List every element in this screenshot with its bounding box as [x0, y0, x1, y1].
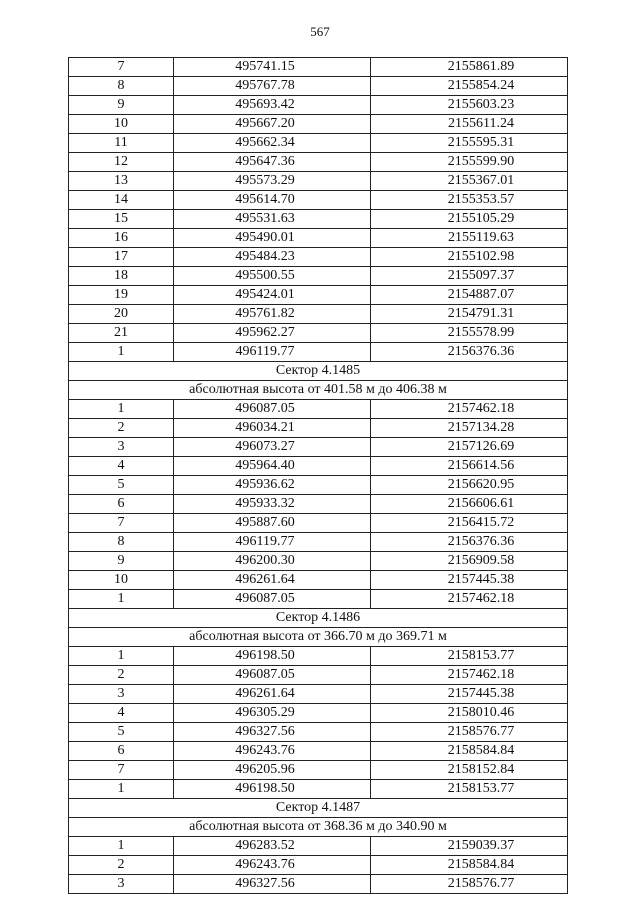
y-coordinate-cell — [371, 533, 568, 552]
y-coordinate-cell — [371, 856, 568, 875]
point-number-cell — [69, 134, 174, 153]
table-row — [69, 647, 568, 666]
point-number-cell — [69, 704, 174, 723]
y-coordinate-cell — [371, 400, 568, 419]
x-coordinate-value: 495490.01 — [235, 230, 295, 245]
y-coordinate-value: 2157126.69 — [447, 439, 515, 454]
x-coordinate-cell — [174, 115, 371, 134]
table-row — [69, 514, 568, 533]
y-coordinate-cell — [371, 875, 568, 894]
point-number-value: 17 — [114, 249, 128, 264]
y-coordinate-cell — [371, 666, 568, 685]
x-coordinate-value: 495647.36 — [235, 154, 295, 169]
point-number-value: 1 — [117, 591, 125, 606]
table-row — [69, 476, 568, 495]
point-number-value: 9 — [117, 97, 125, 112]
x-coordinate-cell — [174, 533, 371, 552]
y-coordinate-cell — [371, 267, 568, 286]
y-coordinate-cell — [371, 837, 568, 856]
x-coordinate-value: 496087.05 — [235, 667, 295, 682]
table-row — [69, 419, 568, 438]
y-coordinate-cell — [371, 324, 568, 343]
x-coordinate-value: 495531.63 — [235, 211, 295, 226]
point-number-cell — [69, 476, 174, 495]
x-coordinate-value: 495693.42 — [235, 97, 295, 112]
y-coordinate-value: 2155861.89 — [447, 59, 515, 74]
y-coordinate-cell — [371, 343, 568, 362]
y-coordinate-value: 2157462.18 — [447, 667, 515, 682]
point-number-cell — [69, 191, 174, 210]
point-number-cell — [69, 571, 174, 590]
x-coordinate-cell — [174, 191, 371, 210]
point-number-value: 19 — [114, 287, 128, 302]
y-coordinate-value: 2154887.07 — [447, 287, 515, 302]
table-row — [69, 837, 568, 856]
point-number-cell — [69, 419, 174, 438]
x-coordinate-value: 496283.52 — [235, 838, 295, 853]
y-coordinate-value: 2155603.23 — [447, 97, 515, 112]
table-row — [69, 742, 568, 761]
x-coordinate-value: 496087.05 — [235, 591, 295, 606]
point-number-value: 16 — [114, 230, 128, 245]
point-number-value: 7 — [117, 515, 125, 530]
y-coordinate-cell — [371, 647, 568, 666]
table-row — [69, 191, 568, 210]
y-coordinate-cell — [371, 476, 568, 495]
point-number-value: 13 — [114, 173, 128, 188]
point-number-cell — [69, 172, 174, 191]
y-coordinate-value: 2158584.84 — [447, 857, 515, 872]
x-coordinate-cell — [174, 685, 371, 704]
sector-height: абсолютная высота от 366.70 м до 369.71 м — [69, 628, 568, 647]
x-coordinate-cell — [174, 571, 371, 590]
x-coordinate-cell — [174, 305, 371, 324]
table-row — [69, 438, 568, 457]
table-row — [69, 286, 568, 305]
table-row — [69, 761, 568, 780]
y-coordinate-value: 2154791.31 — [447, 306, 515, 321]
y-coordinate-cell — [371, 685, 568, 704]
x-coordinate-value: 496087.05 — [235, 401, 295, 416]
y-coordinate-cell — [371, 419, 568, 438]
y-coordinate-cell — [371, 552, 568, 571]
y-coordinate-value: 2157462.18 — [447, 591, 515, 606]
y-coordinate-value: 2159039.37 — [447, 838, 515, 853]
x-coordinate-value: 496119.77 — [235, 534, 295, 549]
y-coordinate-cell — [371, 96, 568, 115]
y-coordinate-value: 2158010.46 — [447, 705, 515, 720]
point-number-value: 1 — [117, 344, 125, 359]
table-row — [69, 666, 568, 685]
y-coordinate-value: 2157462.18 — [447, 401, 515, 416]
x-coordinate-cell — [174, 723, 371, 742]
page-number: 567 — [310, 24, 330, 39]
table-row — [69, 77, 568, 96]
table-row — [69, 533, 568, 552]
coordinates-table-body — [69, 58, 568, 894]
sector-height-row — [69, 381, 568, 400]
point-number-cell — [69, 875, 174, 894]
y-coordinate-cell — [371, 780, 568, 799]
point-number-value: 10 — [114, 572, 128, 587]
point-number-cell — [69, 495, 174, 514]
y-coordinate-value: 2158152.84 — [447, 762, 515, 777]
y-coordinate-value: 2155578.99 — [447, 325, 515, 340]
y-coordinate-value: 2156415.72 — [447, 515, 515, 530]
y-coordinate-cell — [371, 514, 568, 533]
sector-height-row — [69, 818, 568, 837]
y-coordinate-value: 2155595.31 — [447, 135, 515, 150]
x-coordinate-cell — [174, 324, 371, 343]
point-number-cell — [69, 514, 174, 533]
table-row — [69, 248, 568, 267]
point-number-value: 1 — [117, 838, 125, 853]
y-coordinate-value: 2158576.77 — [447, 876, 515, 891]
x-coordinate-cell — [174, 77, 371, 96]
y-coordinate-cell — [371, 704, 568, 723]
x-coordinate-cell — [174, 134, 371, 153]
x-coordinate-cell — [174, 419, 371, 438]
point-number-cell — [69, 267, 174, 286]
sector-height-row — [69, 628, 568, 647]
y-coordinate-value: 2155353.57 — [447, 192, 515, 207]
point-number-value: 8 — [117, 78, 125, 93]
y-coordinate-value: 2158153.77 — [447, 781, 515, 796]
point-number-cell — [69, 457, 174, 476]
x-coordinate-cell — [174, 476, 371, 495]
x-coordinate-value: 495741.15 — [235, 59, 295, 74]
y-coordinate-value: 2158153.77 — [447, 648, 515, 663]
y-coordinate-cell — [371, 115, 568, 134]
sector-title: Сектор 4.1485 — [69, 362, 568, 381]
table-row — [69, 571, 568, 590]
point-number-value: 4 — [117, 705, 125, 720]
x-coordinate-cell — [174, 647, 371, 666]
table-row — [69, 229, 568, 248]
y-coordinate-value: 2155097.37 — [447, 268, 515, 283]
x-coordinate-cell — [174, 343, 371, 362]
x-coordinate-cell — [174, 837, 371, 856]
y-coordinate-value: 2157134.28 — [447, 420, 515, 435]
point-number-cell — [69, 305, 174, 324]
y-coordinate-value: 2156606.61 — [447, 496, 515, 511]
point-number-value: 18 — [114, 268, 128, 283]
y-coordinate-cell — [371, 761, 568, 780]
x-coordinate-value: 496034.21 — [235, 420, 295, 435]
point-number-cell — [69, 153, 174, 172]
y-coordinate-cell — [371, 723, 568, 742]
y-coordinate-value: 2158576.77 — [447, 724, 515, 739]
point-number-value: 1 — [117, 781, 125, 796]
y-coordinate-cell — [371, 58, 568, 77]
table-row — [69, 590, 568, 609]
point-number-value: 1 — [117, 648, 125, 663]
x-coordinate-value: 495767.78 — [235, 78, 295, 93]
point-number-value: 11 — [114, 135, 128, 150]
x-coordinate-cell — [174, 438, 371, 457]
x-coordinate-cell — [174, 96, 371, 115]
sector-title-row — [69, 362, 568, 381]
y-coordinate-cell — [371, 742, 568, 761]
x-coordinate-cell — [174, 742, 371, 761]
y-coordinate-cell — [371, 191, 568, 210]
point-number-cell — [69, 533, 174, 552]
x-coordinate-cell — [174, 267, 371, 286]
x-coordinate-cell — [174, 210, 371, 229]
table-row — [69, 172, 568, 191]
x-coordinate-cell — [174, 552, 371, 571]
sector-title-row — [69, 799, 568, 818]
y-coordinate-cell — [371, 571, 568, 590]
y-coordinate-value: 2155599.90 — [447, 154, 515, 169]
x-coordinate-value: 496205.96 — [235, 762, 295, 777]
x-coordinate-cell — [174, 856, 371, 875]
x-coordinate-value: 495761.82 — [235, 306, 295, 321]
sector-title: Сектор 4.1486 — [69, 609, 568, 628]
point-number-cell — [69, 229, 174, 248]
table-row — [69, 343, 568, 362]
x-coordinate-value: 496119.77 — [235, 344, 295, 359]
x-coordinate-value: 496327.56 — [235, 876, 295, 891]
sector-title-row — [69, 609, 568, 628]
table-row — [69, 153, 568, 172]
x-coordinate-cell — [174, 58, 371, 77]
y-coordinate-cell — [371, 438, 568, 457]
x-coordinate-value: 495933.32 — [235, 496, 295, 511]
point-number-value: 5 — [117, 724, 125, 739]
point-number-value: 7 — [117, 59, 125, 74]
y-coordinate-cell — [371, 77, 568, 96]
y-coordinate-cell — [371, 590, 568, 609]
x-coordinate-value: 496198.50 — [235, 781, 295, 796]
y-coordinate-value: 2155119.63 — [448, 230, 514, 245]
x-coordinate-cell — [174, 875, 371, 894]
y-coordinate-value: 2157445.38 — [447, 686, 515, 701]
x-coordinate-cell — [174, 286, 371, 305]
x-coordinate-value: 495614.70 — [235, 192, 295, 207]
point-number-value: 9 — [117, 553, 125, 568]
x-coordinate-value: 496261.64 — [235, 686, 295, 701]
x-coordinate-cell — [174, 761, 371, 780]
sector-title: Сектор 4.1487 — [69, 799, 568, 818]
x-coordinate-value: 495667.20 — [235, 116, 295, 131]
x-coordinate-value: 495484.23 — [235, 249, 295, 264]
table-row — [69, 457, 568, 476]
y-coordinate-value: 2157445.38 — [447, 572, 515, 587]
y-coordinate-value: 2156620.95 — [447, 477, 515, 492]
table-row — [69, 115, 568, 134]
y-coordinate-cell — [371, 457, 568, 476]
x-coordinate-value: 496198.50 — [235, 648, 295, 663]
x-coordinate-cell — [174, 400, 371, 419]
table-row — [69, 552, 568, 571]
x-coordinate-value: 495573.29 — [235, 173, 295, 188]
table-row — [69, 305, 568, 324]
point-number-cell — [69, 58, 174, 77]
point-number-cell — [69, 723, 174, 742]
y-coordinate-cell — [371, 172, 568, 191]
point-number-cell — [69, 343, 174, 362]
point-number-value: 2 — [117, 857, 125, 872]
x-coordinate-cell — [174, 780, 371, 799]
table-row — [69, 704, 568, 723]
x-coordinate-value: 495936.62 — [235, 477, 295, 492]
y-coordinate-value: 2156614.56 — [447, 458, 515, 473]
point-number-cell — [69, 666, 174, 685]
point-number-value: 3 — [117, 439, 125, 454]
point-number-cell — [69, 115, 174, 134]
table-row — [69, 324, 568, 343]
point-number-value: 1 — [117, 401, 125, 416]
table-row — [69, 875, 568, 894]
x-coordinate-value: 495964.40 — [235, 458, 295, 473]
point-number-cell — [69, 780, 174, 799]
point-number-value: 6 — [117, 743, 125, 758]
point-number-cell — [69, 590, 174, 609]
point-number-value: 7 — [117, 762, 125, 777]
point-number-cell — [69, 685, 174, 704]
point-number-value: 21 — [114, 325, 128, 340]
table-row — [69, 856, 568, 875]
point-number-value: 12 — [114, 154, 128, 169]
table-row — [69, 210, 568, 229]
x-coordinate-cell — [174, 248, 371, 267]
x-coordinate-cell — [174, 666, 371, 685]
x-coordinate-cell — [174, 457, 371, 476]
y-coordinate-cell — [371, 248, 568, 267]
point-number-cell — [69, 248, 174, 267]
x-coordinate-value: 495887.60 — [235, 515, 295, 530]
x-coordinate-cell — [174, 153, 371, 172]
point-number-value: 14 — [114, 192, 128, 207]
point-number-value: 4 — [117, 458, 125, 473]
point-number-cell — [69, 324, 174, 343]
point-number-cell — [69, 77, 174, 96]
point-number-value: 10 — [114, 116, 128, 131]
point-number-cell — [69, 552, 174, 571]
table-row — [69, 134, 568, 153]
sector-height: абсолютная высота от 368.36 м до 340.90 м — [69, 818, 568, 837]
y-coordinate-value: 2156909.58 — [447, 553, 515, 568]
y-coordinate-cell — [371, 495, 568, 514]
table-row — [69, 267, 568, 286]
sector-height: абсолютная высота от 401.58 м до 406.38 м — [69, 381, 568, 400]
point-number-cell — [69, 286, 174, 305]
y-coordinate-value: 2156376.36 — [447, 344, 515, 359]
y-coordinate-cell — [371, 134, 568, 153]
x-coordinate-value: 496327.56 — [235, 724, 295, 739]
x-coordinate-value: 495500.55 — [235, 268, 295, 283]
x-coordinate-cell — [174, 495, 371, 514]
x-coordinate-value: 496261.64 — [235, 572, 295, 587]
point-number-value: 5 — [117, 477, 125, 492]
y-coordinate-value: 2158584.84 — [447, 743, 515, 758]
y-coordinate-cell — [371, 153, 568, 172]
x-coordinate-value: 496243.76 — [235, 743, 295, 758]
table-row — [69, 96, 568, 115]
y-coordinate-value: 2155367.01 — [447, 173, 515, 188]
x-coordinate-value: 495962.27 — [235, 325, 295, 340]
point-number-cell — [69, 761, 174, 780]
y-coordinate-value: 2155105.29 — [447, 211, 515, 226]
point-number-value: 2 — [117, 667, 125, 682]
x-coordinate-value: 496305.29 — [235, 705, 295, 720]
x-coordinate-value: 496200.30 — [235, 553, 295, 568]
point-number-cell — [69, 647, 174, 666]
x-coordinate-value: 495662.34 — [235, 135, 295, 150]
y-coordinate-value: 2155611.24 — [448, 116, 514, 131]
y-coordinate-cell — [371, 286, 568, 305]
point-number-cell — [69, 400, 174, 419]
point-number-cell — [69, 210, 174, 229]
point-number-value: 6 — [117, 496, 125, 511]
x-coordinate-cell — [174, 229, 371, 248]
table-row — [69, 685, 568, 704]
y-coordinate-value: 2155854.24 — [447, 78, 515, 93]
y-coordinate-value: 2156376.36 — [447, 534, 515, 549]
x-coordinate-value: 496073.27 — [235, 439, 295, 454]
table-row — [69, 723, 568, 742]
y-coordinate-cell — [371, 210, 568, 229]
x-coordinate-value: 495424.01 — [235, 287, 295, 302]
x-coordinate-cell — [174, 172, 371, 191]
x-coordinate-cell — [174, 704, 371, 723]
y-coordinate-cell — [371, 229, 568, 248]
x-coordinate-cell — [174, 590, 371, 609]
point-number-cell — [69, 837, 174, 856]
table-row — [69, 495, 568, 514]
x-coordinate-value: 496243.76 — [235, 857, 295, 872]
point-number-value: 8 — [117, 534, 125, 549]
point-number-cell — [69, 438, 174, 457]
y-coordinate-cell — [371, 305, 568, 324]
table-row — [69, 780, 568, 799]
point-number-value: 15 — [114, 211, 128, 226]
point-number-cell — [69, 96, 174, 115]
point-number-value: 20 — [114, 306, 128, 321]
point-number-value: 3 — [117, 686, 125, 701]
table-row — [69, 400, 568, 419]
point-number-value: 2 — [117, 420, 125, 435]
table-row — [69, 58, 568, 77]
point-number-value: 3 — [117, 876, 125, 891]
x-coordinate-cell — [174, 514, 371, 533]
point-number-cell — [69, 856, 174, 875]
y-coordinate-value: 2155102.98 — [447, 249, 515, 264]
point-number-cell — [69, 742, 174, 761]
coordinates-table — [68, 57, 568, 894]
